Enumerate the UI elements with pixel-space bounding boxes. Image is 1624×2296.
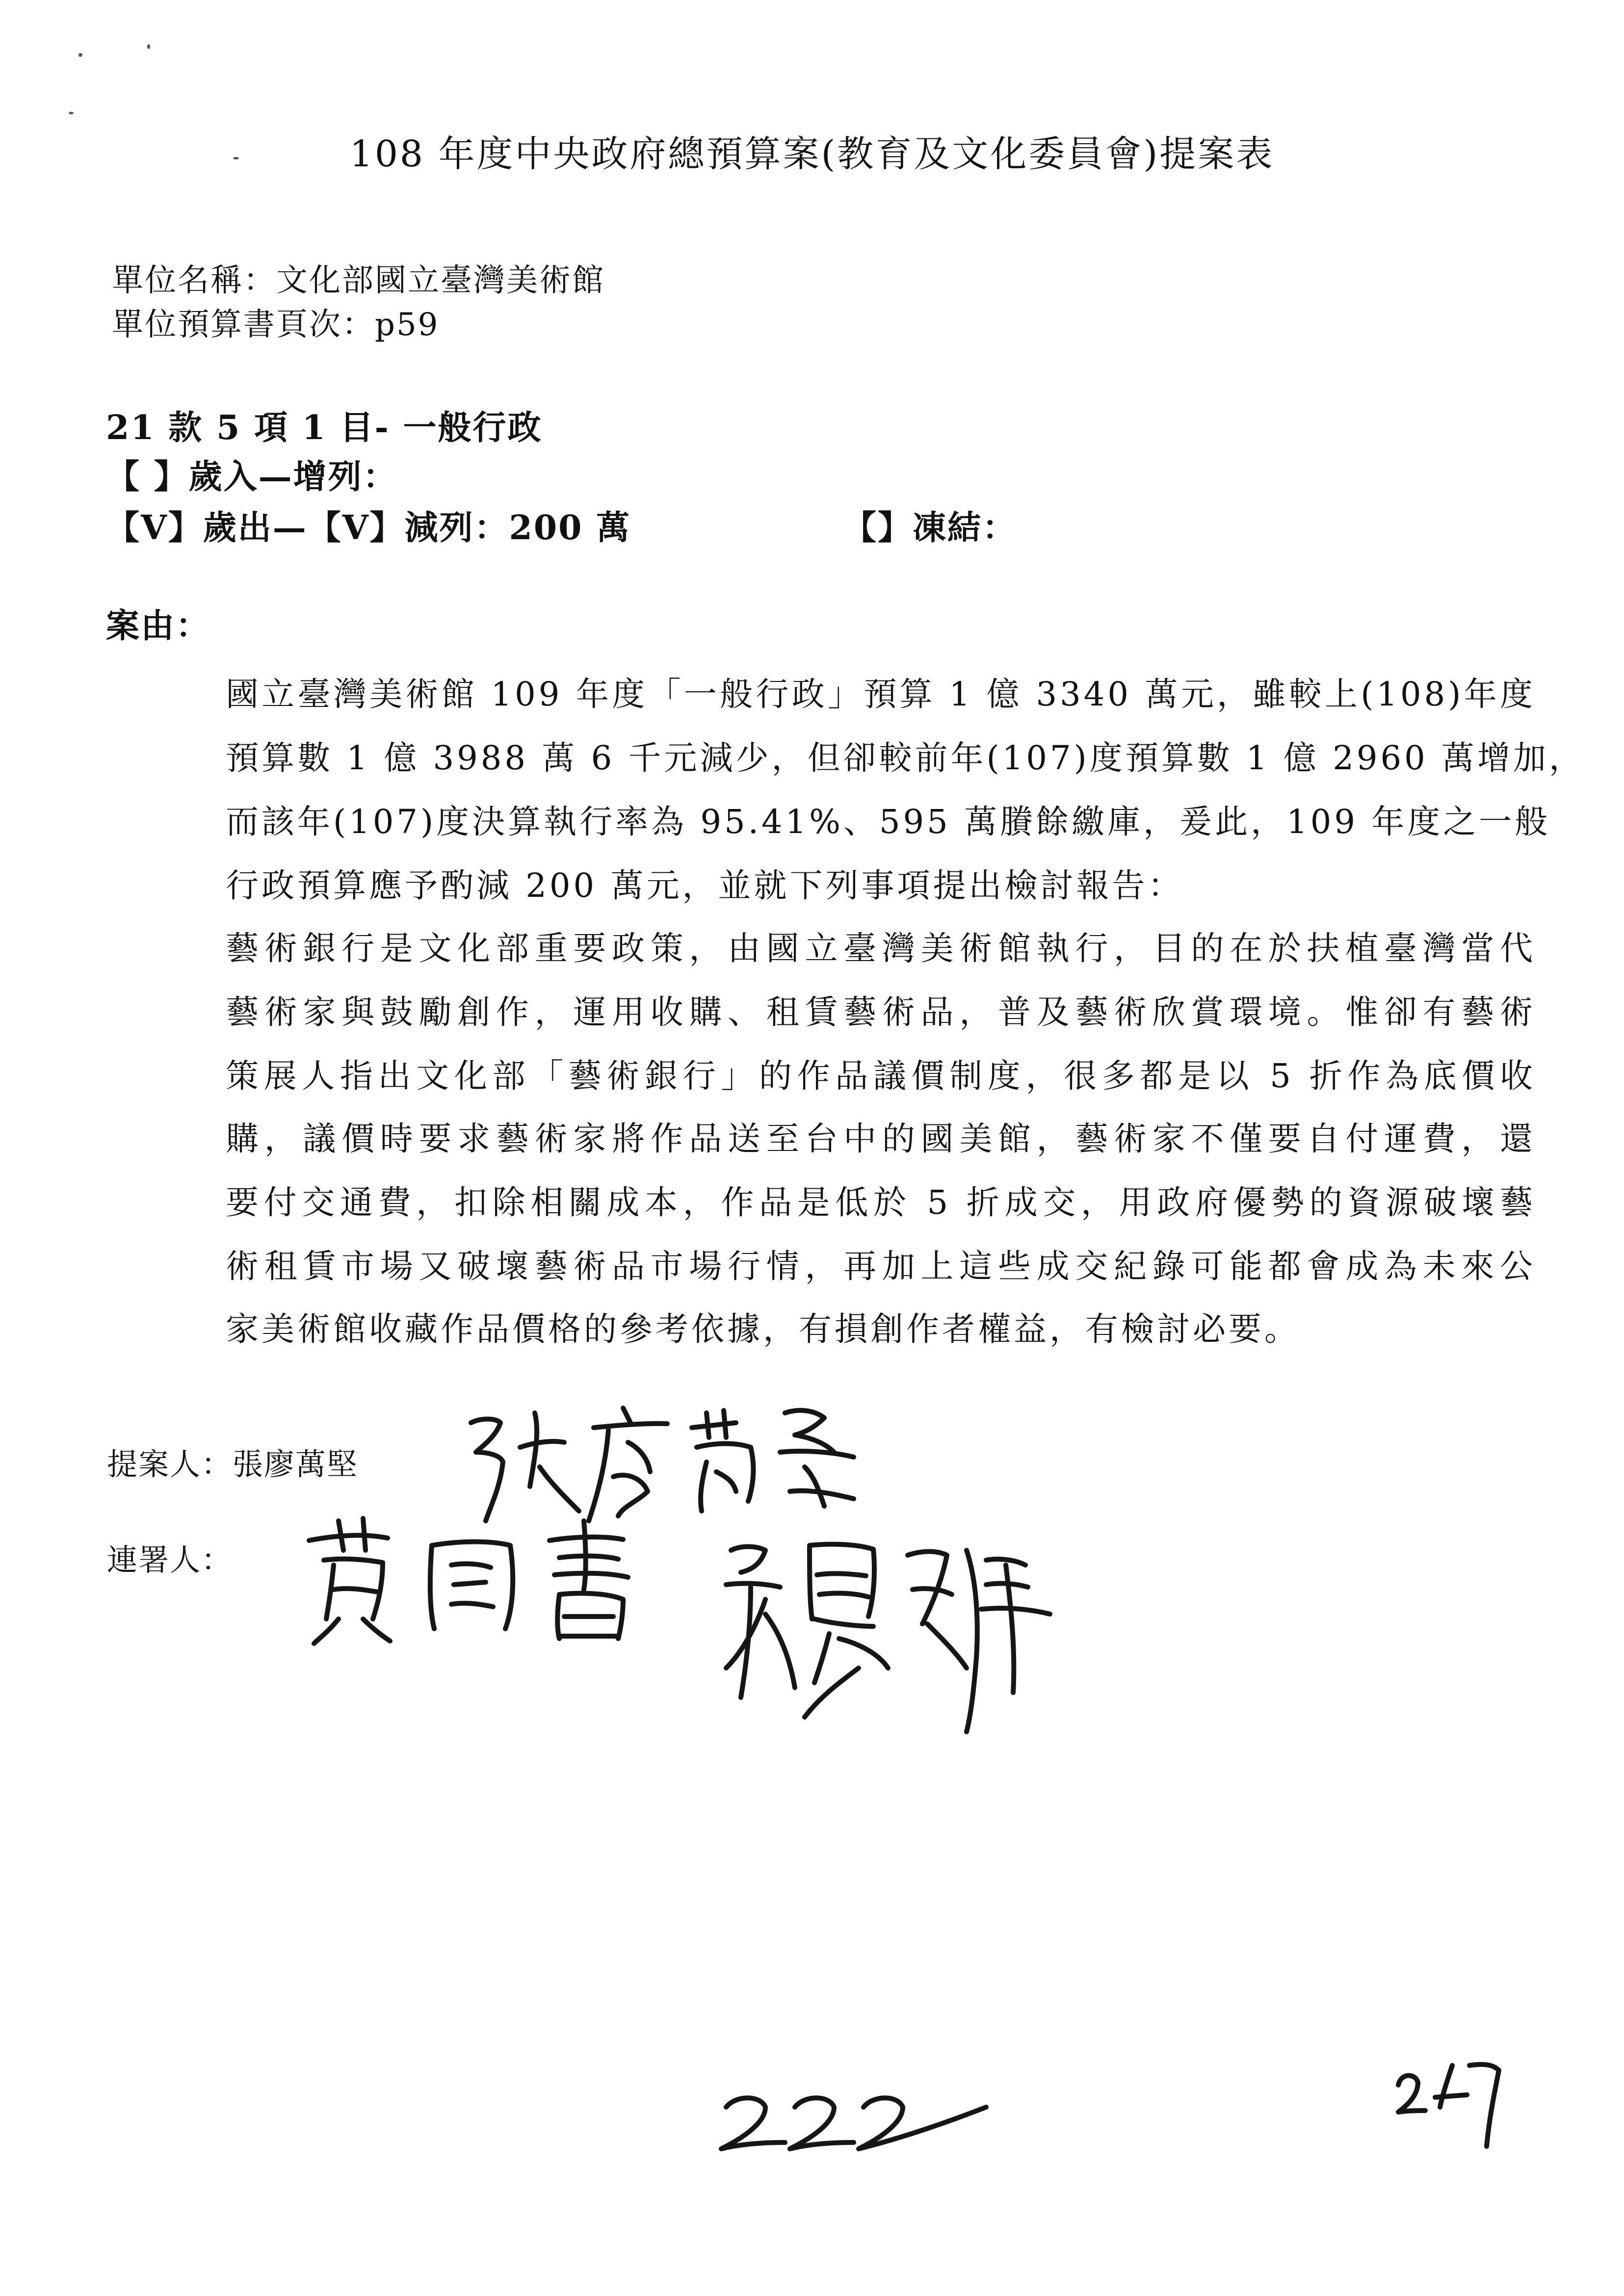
reason-line: 術租賃市場又破壞藝術品市場行情，再加上這些成交紀錄可能都會成為未來公	[226, 1247, 1536, 1285]
reason-line: 策展人指出文化部「藝術銀行」的作品議價制度，很多都是以 5 折作為底價收	[226, 1057, 1536, 1095]
cosigner-handwritten-signature	[304, 1506, 657, 1653]
reason-line: 要付交通費，扣除相關成本，作品是低於 5 折成交，用政府優勢的資源破壞藝	[226, 1183, 1536, 1222]
scan-speck	[69, 112, 74, 114]
handwritten-page-number	[711, 2087, 996, 2156]
reason-line: 藝術家與鼓勵創作，運用收購、租賃藝術品，普及藝術欣賞環境。惟卻有藝術	[226, 993, 1536, 1031]
reason-line: 藝術銀行是文化部重要政策，由國立臺灣美術館執行，目的在於扶植臺灣當代	[226, 929, 1536, 967]
reason-heading: 案由：	[106, 606, 211, 646]
reason-line: 國立臺灣美術館 109 年度「一般行政」預算 1 億 3340 萬元，雖較上(108)年度	[226, 675, 1536, 713]
reason-line: 購，議價時要求藝術家將作品送至台中的國美館，藝術家不僅要自付運費，還	[226, 1120, 1536, 1158]
proposer-line: 提案人：張廖萬堅	[107, 1446, 359, 1482]
unit-name-line: 單位名稱：文化部國立臺灣美術館	[112, 262, 605, 299]
scan-speck	[233, 157, 239, 159]
handwritten-corner-page-number	[1388, 2056, 1506, 2154]
expenditure-line: 【V】歲出—【V】減列：200 萬	[106, 508, 631, 548]
reason-line: 預算數 1 億 3988 萬 6 千元減少，但卻較前年(107)度預算數 1 億 2960 萬增加，	[226, 739, 1585, 777]
cosigner-label: 連署人：	[107, 1542, 233, 1578]
reason-line: 而該年(107)度決算執行率為 95.41%、595 萬賸餘繳庫，爰此，109 年度之一般	[226, 803, 1551, 841]
budget-category-line: 21 款 5 項 1 目- 一般行政	[106, 408, 543, 447]
budget-page-line: 單位預算書頁次：p59	[112, 307, 440, 343]
scan-speck	[79, 53, 82, 57]
revenue-line: 【 】歲入—增列：	[106, 457, 398, 496]
scan-speck	[147, 44, 150, 49]
freeze-label: 【】凍結：	[843, 508, 1018, 548]
reason-line: 行政預算應予酌減 200 萬元，並就下列事項提出檢討報告：	[226, 866, 1184, 905]
cosigner-handwritten-signature	[711, 1521, 1055, 1751]
reason-line: 家美術館收藏作品價格的參考依據，有損創作者權益，有檢討必要。	[226, 1310, 1300, 1348]
page-title: 108 年度中央政府總預算案(教育及文化委員會)提案表	[349, 133, 1275, 175]
